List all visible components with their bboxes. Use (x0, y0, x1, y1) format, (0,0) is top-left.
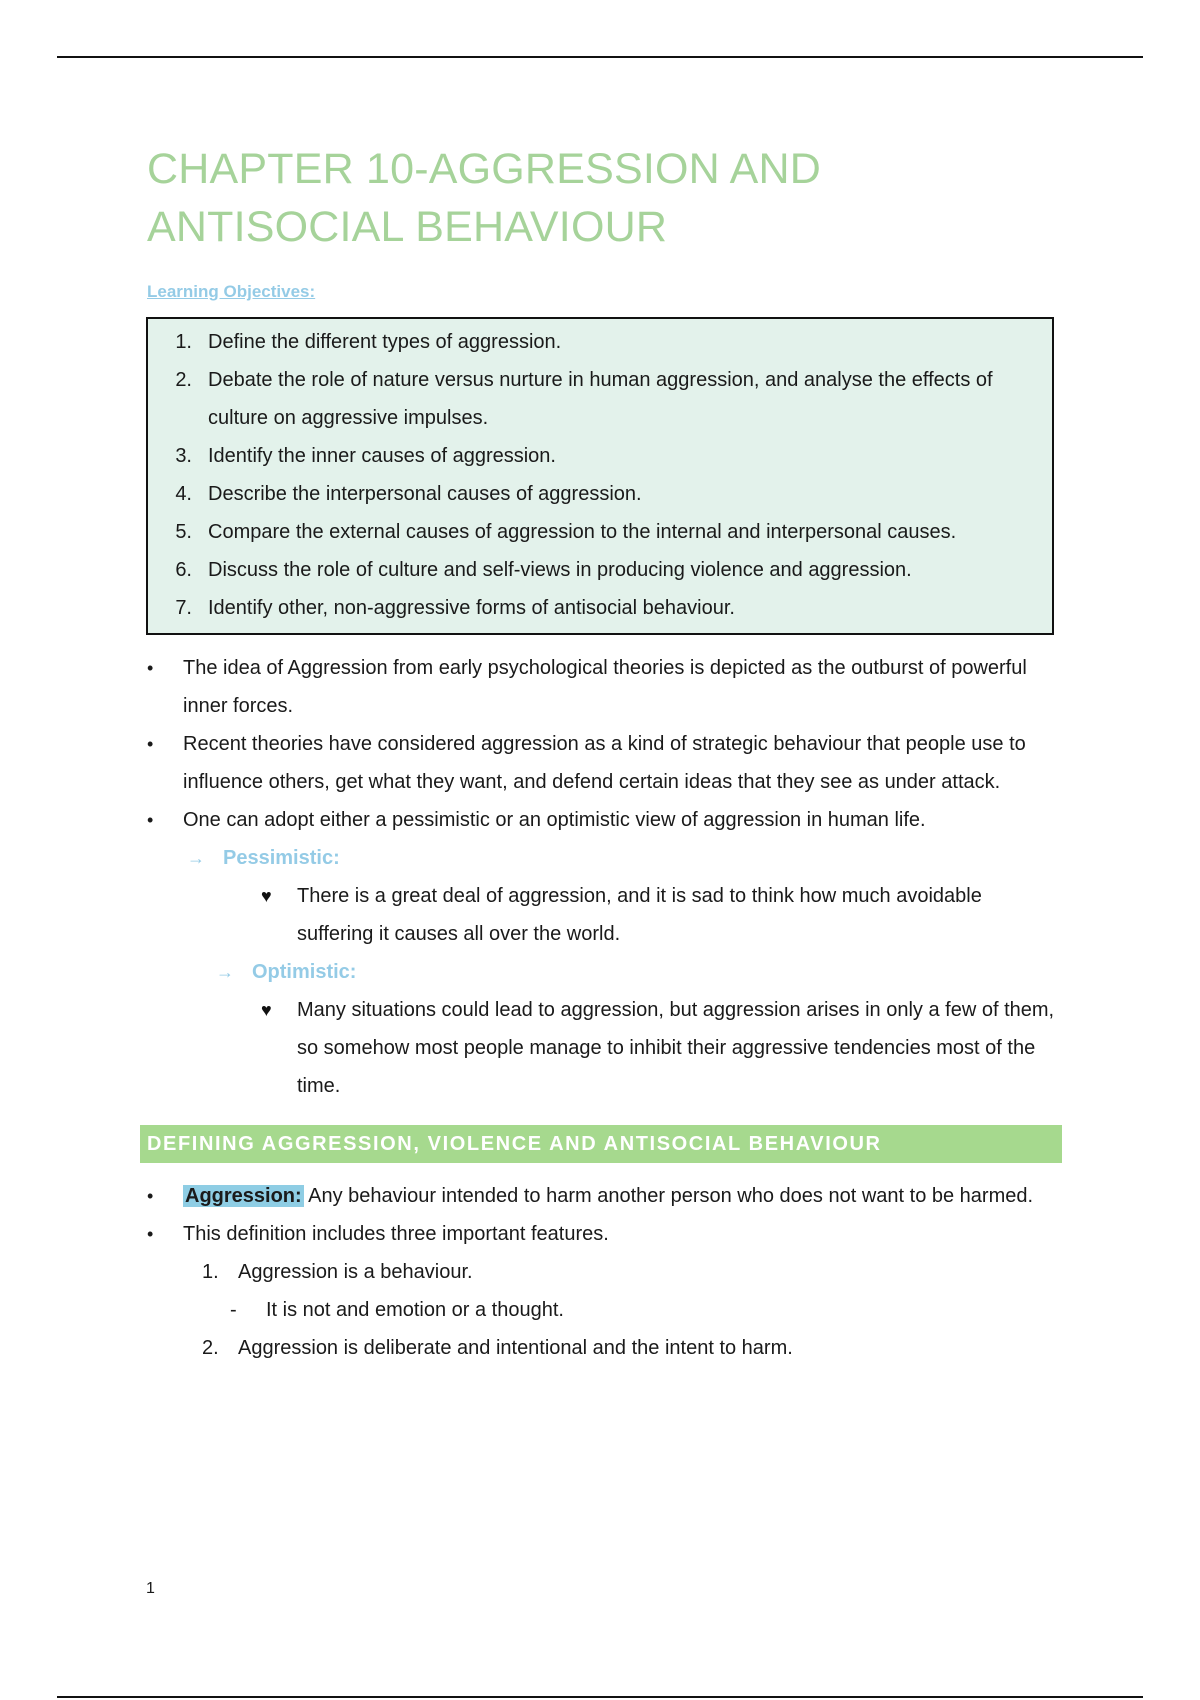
bullet-text: The idea of Aggression from early psychological theories is depicted as the outburst of powerful inner forces. (183, 657, 1027, 717)
chapter-title-line-1: CHAPTER 10-AGGRESSION AND (147, 145, 822, 193)
objective-text: Describe the interpersonal causes of aggression. (208, 483, 642, 505)
feature-number: 2. (202, 1337, 219, 1359)
objective-text: Identify the inner causes of aggression. (208, 445, 556, 467)
optimistic-text: Many situations could lead to aggression, but aggression arises in only a few of them, so somehow most people manage to inhibit their aggressive tendencies most of the time. (297, 999, 1055, 1097)
objective-item (148, 437, 1052, 475)
feature-text: Aggression is a behaviour. (238, 1261, 473, 1283)
objective-number: 7. (175, 597, 192, 619)
bullet-text: One can adopt either a pessimistic or an optimistic view of aggression in human life. (183, 809, 926, 831)
objective-item (148, 323, 1052, 361)
objective-text: Discuss the role of culture and self-views in producing violence and aggression. (208, 559, 912, 581)
objective-item (148, 589, 1052, 627)
objective-text: Debate the role of nature versus nurture in human aggression, and analyse the effects of culture on aggressive impulses. (208, 369, 993, 429)
optimistic-point (261, 991, 1061, 1105)
bullet-item (147, 649, 1067, 725)
feature-text: Aggression is deliberate and intentional and the intent to harm. (238, 1337, 793, 1359)
pessimistic-text: There is a great deal of aggression, and it is sad to think how much avoidable suffering it causes all over the world. (297, 885, 982, 945)
objective-item (148, 361, 1052, 437)
objective-number: 1. (175, 331, 192, 353)
objective-item (148, 551, 1052, 589)
features-intro: This definition includes three important features. (183, 1223, 609, 1245)
bullet-dot-icon: • (147, 1224, 154, 1244)
bullet-dot-icon: • (147, 1186, 154, 1206)
section-heading-bar: DEFINING AGGRESSION, VIOLENCE AND ANTISOCIAL BEHAVIOUR (140, 1125, 1062, 1163)
chapter-title (147, 140, 1067, 256)
objective-text: Define the different types of aggression. (208, 331, 562, 353)
feature-number: 1. (202, 1261, 219, 1283)
definition-list (147, 1177, 1067, 1367)
bullet-item (147, 725, 1067, 801)
feature-note (230, 1291, 1067, 1329)
pessimistic-point (261, 877, 1051, 953)
footer-rule (57, 1696, 1143, 1698)
feature-item (202, 1253, 1067, 1291)
right-arrow-icon: → (216, 962, 234, 982)
learning-objectives-box (146, 317, 1054, 635)
objective-number: 4. (175, 483, 192, 505)
optimistic-heading (216, 953, 1067, 991)
feature-item (202, 1329, 1067, 1367)
bullet-item (147, 1177, 1067, 1215)
right-arrow-icon: → (187, 848, 205, 868)
heart-icon: ♥ (261, 1000, 272, 1020)
bullet-item (147, 1215, 1067, 1253)
feature-note-text: It is not and emotion or a thought. (266, 1299, 564, 1321)
bullet-dot-icon: • (147, 810, 154, 830)
objective-text: Identify other, non-aggressive forms of antisocial behaviour. (208, 597, 735, 619)
objective-text: Compare the external causes of aggression to the internal and interpersonal causes. (208, 521, 957, 543)
pessimistic-heading (187, 839, 1067, 877)
definition-text (183, 1177, 1067, 1215)
bullet-text: Recent theories have considered aggression as a kind of strategic behaviour that people use to influence others, get what they want, and defend certain ideas that they see as under attack. (183, 733, 1026, 793)
objective-number: 2. (175, 369, 192, 391)
definition-body: Any behaviour intended to harm another person who does not want to be harmed. (303, 1185, 1034, 1207)
intro-bullet-list (147, 649, 1067, 1105)
bullet-item (147, 801, 1067, 839)
bullet-dot-icon: • (147, 734, 154, 754)
objective-number: 3. (175, 445, 192, 467)
objective-item (148, 475, 1052, 513)
header-rule (57, 56, 1143, 58)
objective-number: 6. (175, 559, 192, 581)
optimistic-label: Optimistic: (252, 961, 357, 983)
dash-bullet-icon: - (230, 1299, 237, 1321)
chapter-title-line-2: ANTISOCIAL BEHAVIOUR (147, 203, 668, 251)
learning-objectives-heading: Learning Objectives: (147, 282, 316, 301)
objective-number: 5. (175, 521, 192, 543)
heart-icon: ♥ (261, 886, 272, 906)
bullet-dot-icon: • (147, 658, 154, 678)
objective-item (148, 513, 1052, 551)
definition-term: Aggression: (185, 1185, 302, 1207)
pessimistic-label: Pessimistic: (223, 847, 340, 869)
page-number: 1 (146, 1580, 155, 1597)
page-content (147, 140, 1067, 1367)
